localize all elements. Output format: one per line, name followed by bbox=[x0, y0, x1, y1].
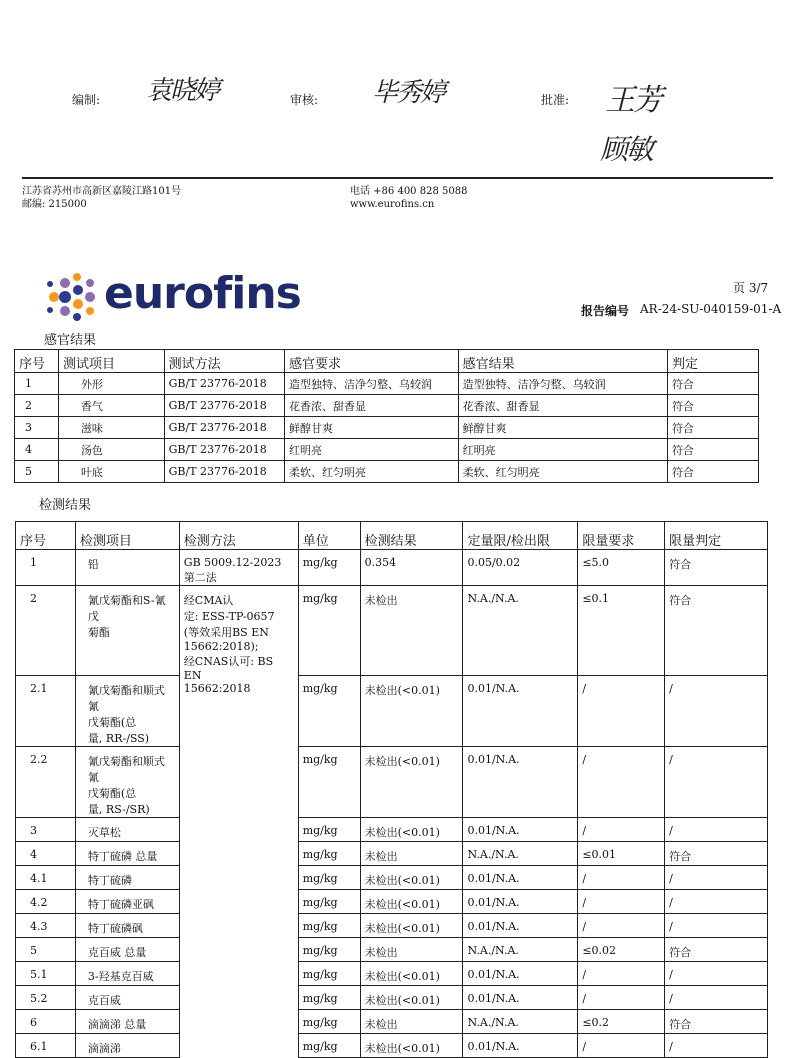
website: www.eurofins.cn bbox=[350, 199, 435, 210]
table-cell: 鲜醇甘爽 bbox=[284, 417, 458, 439]
table-row bbox=[16, 866, 768, 890]
method-cell: 经CMA认 定: ESS-TP-0657 (等效采用BS EN 15662:2018); 经CNAS认可: BS EN 15662:2018 bbox=[179, 586, 298, 1058]
table-row bbox=[16, 1010, 768, 1034]
table-cell: 符合 bbox=[665, 938, 768, 962]
table-cell: mg/kg bbox=[298, 550, 360, 586]
column-header: 检测项目 bbox=[75, 522, 179, 550]
table-cell: / bbox=[665, 962, 768, 986]
table-cell: 红明亮 bbox=[458, 439, 667, 461]
table-cell: 0.01/N.A. bbox=[463, 866, 578, 890]
table-cell: / bbox=[665, 986, 768, 1010]
table-cell: 铅 bbox=[75, 550, 179, 586]
table-cell: GB/T 23776-2018 bbox=[164, 461, 284, 483]
table-cell: / bbox=[578, 914, 665, 938]
table-cell: 未检出 bbox=[360, 1010, 463, 1034]
column-header: 检测结果 bbox=[360, 522, 463, 550]
table-cell: 未检出 bbox=[360, 842, 463, 866]
table-row bbox=[16, 747, 768, 818]
table-cell: ≤5.0 bbox=[578, 550, 665, 586]
table-cell: 柔软、红匀明亮 bbox=[458, 461, 667, 483]
table-cell: mg/kg bbox=[298, 986, 360, 1010]
results-table bbox=[15, 521, 768, 1058]
column-header: 判定 bbox=[667, 350, 758, 373]
table-row bbox=[15, 373, 759, 395]
table-cell: N.A./N.A. bbox=[463, 842, 578, 866]
table-cell: 4 bbox=[16, 842, 76, 866]
table-cell: GB/T 23776-2018 bbox=[164, 417, 284, 439]
table-row bbox=[15, 417, 759, 439]
eurofins-wordmark: eurofins bbox=[104, 268, 301, 319]
header-divider bbox=[22, 177, 773, 179]
column-header: 测试方法 bbox=[164, 350, 284, 373]
table-cell: 4 bbox=[15, 439, 59, 461]
table-cell: ≤0.1 bbox=[578, 586, 665, 676]
compiled-label: 编制: bbox=[72, 93, 101, 107]
table-cell: 符合 bbox=[665, 586, 768, 676]
table-cell: 未检出 bbox=[360, 938, 463, 962]
table-cell: 4.1 bbox=[16, 866, 76, 890]
table-row bbox=[16, 914, 768, 938]
table-cell: 灭草松 bbox=[75, 818, 179, 842]
table-row bbox=[16, 962, 768, 986]
table-cell: 未检出(<0.01) bbox=[360, 986, 463, 1010]
table-cell: / bbox=[578, 1034, 665, 1058]
compiled-signature: 袁晓婷 bbox=[146, 76, 219, 106]
table-cell: 5 bbox=[15, 461, 59, 483]
table-cell: N.A./N.A. bbox=[463, 1010, 578, 1034]
table-cell: 未检出(<0.01) bbox=[360, 962, 463, 986]
table-cell: 符合 bbox=[667, 373, 758, 395]
column-header: 感官要求 bbox=[284, 350, 458, 373]
table-cell: 1 bbox=[16, 550, 76, 586]
sensory-section-title: 感官结果 bbox=[44, 333, 97, 348]
column-header: 测试项目 bbox=[58, 350, 164, 373]
table-cell: 造型独特、洁净匀整、乌较润 bbox=[284, 373, 458, 395]
table-cell: / bbox=[665, 890, 768, 914]
table-row bbox=[15, 395, 759, 417]
table-cell: mg/kg bbox=[298, 818, 360, 842]
table-cell: 符合 bbox=[667, 439, 758, 461]
table-cell: / bbox=[578, 986, 665, 1010]
table-cell: 未检出 bbox=[360, 586, 463, 676]
report-number-label: 报告编号 bbox=[581, 304, 630, 318]
table-cell: 香气 bbox=[58, 395, 164, 417]
table-cell: 造型独特、洁净匀整、乌较润 bbox=[458, 373, 667, 395]
phone: 电话 +86 400 828 5088 bbox=[350, 186, 468, 197]
table-cell: / bbox=[665, 676, 768, 747]
table-cell: 0.01/N.A. bbox=[463, 1034, 578, 1058]
column-header: 限量判定 bbox=[665, 522, 768, 550]
table-cell: N.A./N.A. bbox=[463, 938, 578, 962]
table-cell: / bbox=[578, 890, 665, 914]
table-cell: 滴滴涕 bbox=[75, 1034, 179, 1058]
table-cell: ≤0.2 bbox=[578, 1010, 665, 1034]
table-cell: mg/kg bbox=[298, 938, 360, 962]
table-row bbox=[16, 818, 768, 842]
table-cell: 柔软、红匀明亮 bbox=[284, 461, 458, 483]
table-cell: 符合 bbox=[667, 395, 758, 417]
table-cell: 未检出(<0.01) bbox=[360, 866, 463, 890]
page-number: 页 3/7 bbox=[733, 281, 769, 295]
table-cell: / bbox=[578, 962, 665, 986]
column-header: 检测方法 bbox=[179, 522, 298, 550]
table-cell: 氰戊菊酯和顺式氰 戊菊酯(总 量, RR-/SS) bbox=[75, 676, 179, 747]
table-cell: 0.01/N.A. bbox=[463, 962, 578, 986]
table-cell: 2 bbox=[15, 395, 59, 417]
table-cell: 3-羟基克百威 bbox=[75, 962, 179, 986]
contact-block bbox=[350, 185, 467, 211]
table-row bbox=[16, 938, 768, 962]
table-cell: 滴滴涕 总量 bbox=[75, 1010, 179, 1034]
table-cell: 符合 bbox=[667, 461, 758, 483]
table-cell: 4.3 bbox=[16, 914, 76, 938]
table-cell: / bbox=[578, 747, 665, 818]
table-cell: / bbox=[665, 866, 768, 890]
table-cell: 未检出(<0.01) bbox=[360, 890, 463, 914]
table-cell: 3 bbox=[16, 818, 76, 842]
table-cell: mg/kg bbox=[298, 962, 360, 986]
table-cell: mg/kg bbox=[298, 1010, 360, 1034]
approved-signature-2: 顾敏 bbox=[600, 133, 653, 166]
table-cell: 特丁硫磷 bbox=[75, 866, 179, 890]
reviewed-label: 审核: bbox=[290, 93, 319, 107]
table-cell: 5.2 bbox=[16, 986, 76, 1010]
table-cell: mg/kg bbox=[298, 747, 360, 818]
table-cell: 符合 bbox=[665, 550, 768, 586]
approved-signature-1: 王芳 bbox=[605, 83, 661, 118]
report-number: AR-24-SU-040159-01-A bbox=[640, 302, 782, 316]
table-cell: 5 bbox=[16, 938, 76, 962]
table-cell: 未检出(<0.01) bbox=[360, 914, 463, 938]
table-cell: 0.05/0.02 bbox=[463, 550, 578, 586]
table-cell: ≤0.02 bbox=[578, 938, 665, 962]
table-row bbox=[15, 461, 759, 483]
table-cell: 0.01/N.A. bbox=[463, 818, 578, 842]
table-cell: 6.1 bbox=[16, 1034, 76, 1058]
table-cell: / bbox=[578, 818, 665, 842]
table-cell: 克百威 总量 bbox=[75, 938, 179, 962]
table-cell: mg/kg bbox=[298, 914, 360, 938]
table-cell: mg/kg bbox=[298, 676, 360, 747]
table-cell: ≤0.01 bbox=[578, 842, 665, 866]
table-cell: N.A./N.A. bbox=[463, 586, 578, 676]
table-row bbox=[16, 986, 768, 1010]
table-row bbox=[16, 550, 768, 586]
table-cell: 0.01/N.A. bbox=[463, 890, 578, 914]
table-cell: 5.1 bbox=[16, 962, 76, 986]
table-cell: 3 bbox=[15, 417, 59, 439]
table-cell: 汤色 bbox=[58, 439, 164, 461]
table-cell: / bbox=[578, 866, 665, 890]
sensory-table bbox=[14, 349, 759, 483]
table-cell: 符合 bbox=[667, 417, 758, 439]
table-cell: mg/kg bbox=[298, 586, 360, 676]
table-cell: 2.2 bbox=[16, 747, 76, 818]
table-cell: 克百威 bbox=[75, 986, 179, 1010]
postcode: 邮编: 215000 bbox=[22, 199, 87, 210]
approved-label: 批准: bbox=[541, 93, 570, 107]
table-cell: 6 bbox=[16, 1010, 76, 1034]
table-cell: 未检出(<0.01) bbox=[360, 676, 463, 747]
table-cell: 花香浓、甜香显 bbox=[284, 395, 458, 417]
table-cell: 2 bbox=[16, 586, 76, 676]
table-cell: 未检出(<0.01) bbox=[360, 818, 463, 842]
table-cell: 未检出(<0.01) bbox=[360, 1034, 463, 1058]
table-cell: GB/T 23776-2018 bbox=[164, 439, 284, 461]
table-cell: 0.01/N.A. bbox=[463, 986, 578, 1010]
column-header: 定量限/检出限 bbox=[463, 522, 578, 550]
method-cell: GB 5009.12-2023 第二法 bbox=[179, 550, 298, 586]
table-cell: 0.354 bbox=[360, 550, 463, 586]
table-cell: 0.01/N.A. bbox=[463, 747, 578, 818]
table-row bbox=[16, 842, 768, 866]
table-row bbox=[16, 890, 768, 914]
table-cell: / bbox=[665, 1034, 768, 1058]
table-cell: 4.2 bbox=[16, 890, 76, 914]
table-cell: / bbox=[665, 914, 768, 938]
table-cell: 符合 bbox=[665, 842, 768, 866]
table-row bbox=[16, 1034, 768, 1058]
table-cell: mg/kg bbox=[298, 1034, 360, 1058]
column-header: 感官结果 bbox=[458, 350, 667, 373]
table-cell: 花香浓、甜香显 bbox=[458, 395, 667, 417]
reviewed-signature: 毕秀婷 bbox=[372, 78, 445, 108]
address-block bbox=[22, 185, 181, 211]
table-cell: / bbox=[578, 676, 665, 747]
column-header: 限量要求 bbox=[578, 522, 665, 550]
table-cell: 红明亮 bbox=[284, 439, 458, 461]
results-header-row bbox=[16, 522, 768, 550]
table-cell: mg/kg bbox=[298, 890, 360, 914]
table-row bbox=[16, 586, 768, 676]
table-cell: GB/T 23776-2018 bbox=[164, 395, 284, 417]
table-cell: 氰戊菊酯和S-氰戊 菊酯 bbox=[75, 586, 179, 676]
eurofins-logo-icon bbox=[44, 272, 98, 322]
table-cell: / bbox=[665, 747, 768, 818]
table-cell: 鲜醇甘爽 bbox=[458, 417, 667, 439]
table-row bbox=[15, 439, 759, 461]
sensory-header-row bbox=[15, 350, 759, 373]
table-cell: 氰戊菊酯和顺式氰 戊菊酯(总 量, RS-/SR) bbox=[75, 747, 179, 818]
table-cell: 特丁硫磷亚砜 bbox=[75, 890, 179, 914]
table-cell: 0.01/N.A. bbox=[463, 676, 578, 747]
table-cell: 1 bbox=[15, 373, 59, 395]
column-header: 序号 bbox=[15, 350, 59, 373]
table-cell: / bbox=[665, 818, 768, 842]
table-cell: GB/T 23776-2018 bbox=[164, 373, 284, 395]
column-header: 序号 bbox=[16, 522, 76, 550]
table-cell: mg/kg bbox=[298, 842, 360, 866]
table-cell: 特丁硫磷 总量 bbox=[75, 842, 179, 866]
table-cell: 0.01/N.A. bbox=[463, 914, 578, 938]
table-cell: mg/kg bbox=[298, 866, 360, 890]
table-cell: 外形 bbox=[58, 373, 164, 395]
address-line: 江苏省苏州市高新区嘉陵江路101号 bbox=[22, 186, 182, 197]
table-row bbox=[16, 676, 768, 747]
column-header: 单位 bbox=[298, 522, 360, 550]
table-cell: 特丁硫磷砜 bbox=[75, 914, 179, 938]
table-cell: 2.1 bbox=[16, 676, 76, 747]
table-cell: 叶底 bbox=[58, 461, 164, 483]
table-cell: 符合 bbox=[665, 1010, 768, 1034]
table-cell: 滋味 bbox=[58, 417, 164, 439]
results-section-title: 检测结果 bbox=[39, 498, 92, 513]
table-cell: 未检出(<0.01) bbox=[360, 747, 463, 818]
